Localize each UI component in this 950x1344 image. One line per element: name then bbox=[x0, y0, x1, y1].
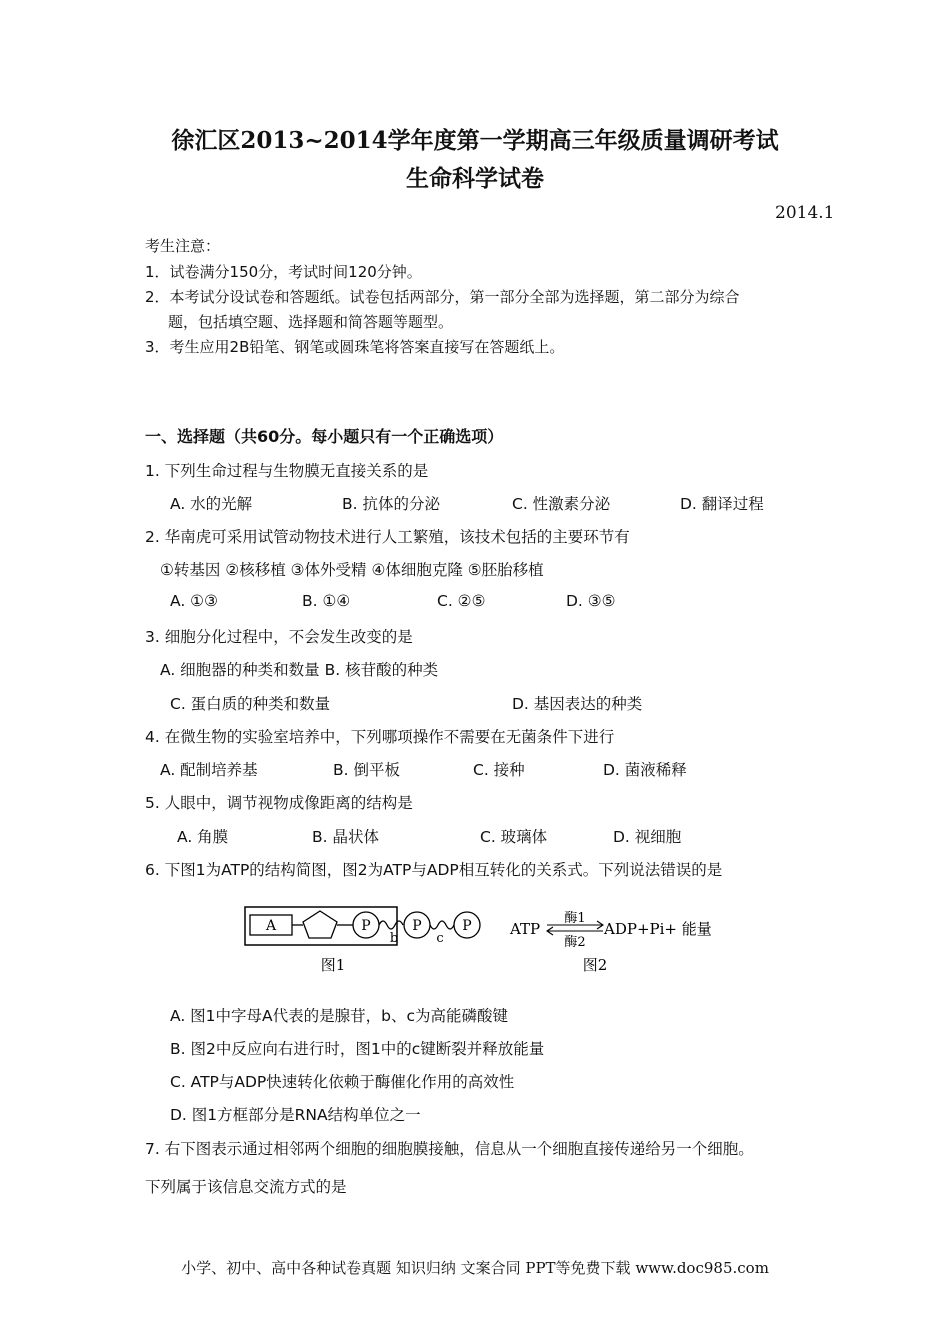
notice-item: 题，包括填空题、选择题和简答题等题型。 bbox=[168, 313, 454, 331]
question-stem: 7. 右下图表示通过相邻两个细胞的细胞膜接触，信息从一个细胞直接传递给另一个细胞。 bbox=[145, 1140, 754, 1158]
bond-b-label: b bbox=[389, 931, 399, 946]
bond-c-label: c bbox=[436, 931, 444, 946]
page-footer: 小学、初中、高中各种试卷真题 知识归纳 文案合同 PPT等免费下载 www.doc985.com bbox=[181, 1259, 769, 1277]
option-c: C. ATP与ADP快速转化依赖于酶催化作用的高效性 bbox=[170, 1073, 515, 1091]
exam-date: 2014.1 bbox=[775, 203, 835, 223]
question-stem: 6. 下图1为ATP的结构简图，图2为ATP与ADP相互转化的关系式。下列说法错误的是 bbox=[145, 861, 723, 879]
option-b: B. 晶状体 bbox=[312, 828, 379, 846]
bond-c bbox=[430, 921, 454, 929]
option-b: B. 抗体的分泌 bbox=[342, 495, 440, 513]
option-b: B. 倒平板 bbox=[333, 761, 400, 779]
option-b: B. ①④ bbox=[302, 592, 351, 610]
question-stem: 5. 人眼中，调节视物成像距离的结构是 bbox=[145, 794, 413, 812]
option-a: A. ①③ bbox=[170, 592, 218, 610]
fig1-caption: 图1 bbox=[320, 956, 346, 974]
section-title: 一、选择题（共60分。每小题只有一个正确选项） bbox=[145, 427, 504, 446]
svg-text:P: P bbox=[462, 918, 472, 934]
question-stem-continued: 下列属于该信息交流方式的是 bbox=[145, 1178, 347, 1196]
exam-subtitle: 生命科学试卷 bbox=[406, 165, 544, 192]
enzyme2-label: 酶2 bbox=[564, 935, 586, 950]
option-b: B. 图2中反应向右进行时，图1中的c键断裂并释放能量 bbox=[170, 1040, 545, 1058]
option-d: D. 基因表达的种类 bbox=[512, 695, 643, 713]
question-stem: 2. 华南虎可采用试管动物技术进行人工繁殖，该技术包括的主要环节有 bbox=[145, 528, 630, 546]
option-a: A. 水的光解 bbox=[170, 495, 253, 513]
fig2-caption: 图2 bbox=[582, 956, 608, 974]
question-stem: 4. 在微生物的实验室培养中，下列哪项操作不需要在无菌条件下进行 bbox=[145, 728, 615, 746]
option-d: D. 翻译过程 bbox=[680, 495, 764, 513]
option-a: A. 角膜 bbox=[177, 828, 229, 846]
adenine-label: A bbox=[265, 918, 277, 934]
svg-text:P: P bbox=[361, 918, 371, 934]
option-a: A. 配制培养基 bbox=[160, 761, 258, 779]
option-c: C. 玻璃体 bbox=[480, 828, 548, 846]
notice-item: 1．试卷满分150分，考试时间120分钟。 bbox=[145, 263, 422, 281]
question-stem: 1. 下列生命过程与生物膜无直接关系的是 bbox=[145, 462, 429, 480]
enzyme1-label: 酶1 bbox=[564, 911, 586, 926]
option-c: C. ②⑤ bbox=[437, 592, 486, 610]
notice-item: 2．本考试分设试卷和答题纸。试卷包括两部分，第一部分全部为选择题，第二部分为综合 bbox=[145, 288, 740, 306]
bond-b bbox=[379, 921, 403, 929]
option-d: D. 视细胞 bbox=[613, 828, 682, 846]
products-label: ADP+Pi+ 能量 bbox=[604, 920, 712, 938]
svg-text:P: P bbox=[412, 918, 422, 934]
option-d: D. 菌液稀释 bbox=[603, 761, 687, 779]
option-c: C. 性激素分泌 bbox=[512, 495, 611, 513]
option-a: A. 图1中字母A代表的是腺苷，b、c为高能磷酸键 bbox=[170, 1007, 509, 1025]
option-c: C. 蛋白质的种类和数量 bbox=[170, 695, 331, 713]
option-c: C. 接种 bbox=[473, 761, 525, 779]
atp-figure bbox=[235, 895, 725, 985]
atp-label: ATP bbox=[510, 920, 541, 938]
option-a-b: A. 细胞器的种类和数量 B. 核苷酸的种类 bbox=[160, 661, 439, 679]
question-stem: 3. 细胞分化过程中，不会发生改变的是 bbox=[145, 628, 413, 646]
notice-item: 3．考生应用2B铅笔、钢笔或圆珠笔将答案直接写在答题纸上。 bbox=[145, 338, 565, 356]
option-d: D. 图1方框部分是RNA结构单位之一 bbox=[170, 1106, 421, 1124]
question-items: ①转基因 ②核移植 ③体外受精 ④体细胞克隆 ⑤胚胎移植 bbox=[160, 561, 544, 579]
notice-heading: 考生注意： bbox=[145, 237, 221, 255]
exam-title: 徐汇区2013~2014学年度第一学期高三年级质量调研考试 bbox=[171, 127, 779, 154]
ribose-pentagon bbox=[303, 911, 337, 938]
option-d: D. ③⑤ bbox=[566, 592, 616, 610]
